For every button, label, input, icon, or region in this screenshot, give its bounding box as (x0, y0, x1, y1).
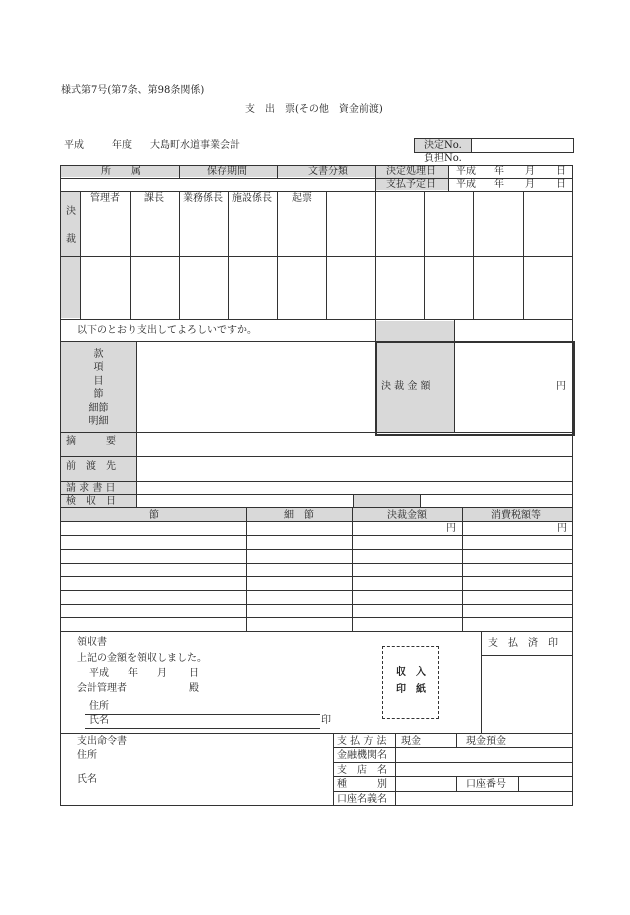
line (456, 776, 457, 791)
decision-year: 年 (494, 166, 504, 177)
dono-label: 殿 (189, 683, 199, 694)
receipt-address-label: 住所 (89, 701, 109, 712)
line (481, 631, 482, 733)
line (60, 733, 573, 734)
pay-date-label: 支払予定日 (386, 179, 436, 190)
paid-seal-label: 支 払 済 印 (488, 638, 558, 649)
pay-era: 平成 (456, 179, 476, 190)
line (333, 747, 573, 748)
line (420, 494, 421, 507)
role-drafter: 起票 (292, 193, 312, 204)
retention-header: 保存期間 (207, 166, 247, 177)
receipt-text: 上記の金額を領収しました。 (77, 653, 207, 664)
decision-no-label: 決定No. (424, 140, 462, 151)
receipt-day: 日 (189, 668, 199, 679)
kessai-label-1: 決 (66, 206, 76, 217)
line (572, 631, 573, 805)
line (454, 342, 455, 433)
line (80, 191, 81, 319)
doc-class-header: 文書分類 (308, 166, 348, 177)
budget-item-setsu: 節 (93, 389, 104, 401)
role-manager: 管理者 (90, 193, 120, 204)
account-no-label: 口座番号 (466, 779, 506, 790)
line (473, 191, 474, 319)
line (179, 191, 180, 319)
inspection-date-label: 検 収 日 (66, 496, 116, 507)
line (179, 165, 180, 178)
line (277, 191, 278, 319)
budget-item-kou: 項 (93, 362, 104, 374)
detail-header-saisetsu: 細 節 (284, 510, 314, 521)
amount-label: 決 裁 金 額 (381, 381, 431, 392)
account-holder-label: 口座名義名 (337, 794, 387, 805)
payment-method-label: 支 払 方 法 (337, 736, 387, 747)
line (333, 791, 573, 792)
line (130, 191, 131, 319)
receipt-year: 年 (128, 668, 138, 679)
detail-tax-yen: 円 (557, 523, 567, 534)
burden-no-label: 負担No. (424, 153, 462, 164)
line (481, 655, 573, 656)
revenue-stamp-label-2: 印 紙 (396, 684, 426, 695)
form-number: 様式第7号(第7条、第98条関係) (61, 85, 205, 96)
line (375, 165, 376, 342)
line (60, 805, 573, 806)
line (333, 776, 573, 777)
accountant-label: 会計管理者 (77, 683, 127, 694)
line (60, 631, 61, 805)
decision-month: 月 (525, 166, 535, 177)
budget-items (61, 348, 136, 428)
branch-name-label: 支 店 名 (337, 765, 387, 776)
revenue-stamp-box (382, 646, 439, 719)
detail-header-setsu: 節 (149, 510, 159, 521)
decision-era: 平成 (456, 166, 476, 177)
budget-item-moku: 目 (93, 375, 104, 387)
request-text: 以下のとおり支出してよろしいですか。 (77, 325, 257, 336)
line (353, 494, 354, 507)
line (462, 507, 463, 631)
line (424, 191, 425, 319)
line (60, 507, 573, 508)
role-facility-chief: 施設係長 (232, 193, 272, 204)
detail-header-tax: 消費税額等 (491, 510, 541, 521)
payment-order-title: 支出命令書 (77, 736, 127, 747)
request-row-shade (376, 321, 454, 341)
line (60, 549, 573, 550)
line (333, 762, 573, 763)
invoice-date-label: 請 求 書 日 (66, 483, 116, 494)
line (523, 191, 524, 319)
line (333, 733, 334, 805)
line (228, 191, 229, 319)
line (456, 733, 457, 747)
summary-label: 摘 要 (66, 436, 116, 447)
line (60, 631, 573, 632)
line (326, 191, 327, 319)
form-title: 支 出 票(その他 資金前渡) (245, 104, 383, 115)
line (518, 776, 519, 791)
organization-name: 大島町水道事業会計 (150, 140, 240, 151)
payment-cash: 現金 (401, 736, 421, 747)
payment-deposit: 現金預金 (466, 736, 506, 747)
line (60, 604, 573, 605)
receipt-month: 月 (157, 668, 167, 679)
seal-mark: 印 (321, 715, 331, 726)
line (60, 319, 573, 320)
detail-header-amount: 決裁金額 (387, 510, 427, 521)
line (352, 507, 353, 631)
pay-month: 月 (525, 179, 535, 190)
line (60, 563, 573, 564)
line (60, 535, 573, 536)
detail-amount-yen: 円 (446, 523, 456, 534)
bank-name-label: 金融機関名 (337, 750, 387, 761)
advance-to-label: 前 渡 先 (66, 461, 116, 472)
line (454, 319, 455, 341)
line (60, 617, 573, 618)
pay-day: 日 (556, 179, 566, 190)
pay-year: 年 (494, 179, 504, 190)
line (448, 165, 449, 191)
amount-yen: 円 (556, 381, 566, 392)
line (60, 521, 573, 522)
address-underline (85, 714, 320, 715)
line (60, 191, 573, 192)
line (60, 590, 573, 591)
line (136, 341, 137, 507)
kessai-label-2: 裁 (66, 234, 76, 245)
fiscal-year-label: 年度 (112, 140, 132, 151)
account-type-label: 種 別 (337, 779, 387, 790)
name-underline (85, 728, 320, 729)
dept-header: 所 属 (101, 166, 141, 177)
role-business-chief: 業務係長 (183, 193, 223, 204)
revenue-stamp-label-1: 収 入 (396, 667, 426, 678)
line (60, 256, 573, 257)
budget-item-meisai: 明細 (88, 416, 109, 428)
receipt-name-label: 氏名 (89, 715, 109, 726)
decision-date-label: 決定処理日 (386, 166, 436, 177)
budget-item-saisetsu: 細節 (88, 402, 109, 414)
decision-no-field[interactable] (472, 139, 571, 151)
line (277, 165, 278, 178)
line (395, 733, 396, 805)
payment-order-name: 氏名 (77, 774, 97, 785)
payment-order-address: 住所 (77, 750, 97, 761)
decision-day: 日 (556, 166, 566, 177)
line (60, 576, 573, 577)
budget-item-kan: 款 (93, 349, 104, 360)
receipt-title: 領収書 (77, 637, 107, 648)
inspection-shade (354, 495, 420, 507)
receipt-era: 平成 (89, 668, 109, 679)
line (246, 507, 247, 631)
role-section-chief: 課長 (144, 193, 164, 204)
era-label: 平成 (64, 140, 84, 151)
